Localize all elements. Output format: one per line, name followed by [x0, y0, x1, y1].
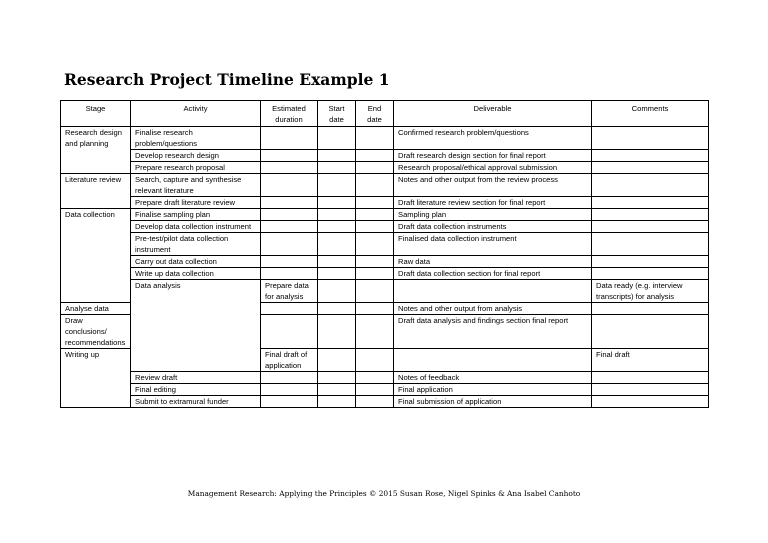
duration-cell: [318, 280, 356, 303]
table-row: [61, 209, 709, 221]
activity-cell: Draw conclusions/ recommendations: [61, 315, 131, 349]
stage-cell: Literature review: [61, 174, 131, 209]
deliverable-cell: Notes of feedback: [394, 372, 592, 384]
activity-cell: Develop research design: [131, 150, 261, 162]
start-date-cell: [318, 150, 356, 162]
duration-cell: [261, 384, 318, 396]
duration-cell: [261, 303, 318, 315]
table-row: [61, 127, 709, 150]
activity-cell: Carry out data collection: [131, 256, 261, 268]
end-date-cell: [356, 268, 394, 280]
duration-cell: [261, 197, 318, 209]
duration-cell: [261, 127, 318, 150]
end-date-cell: [356, 174, 394, 197]
activity-cell: Final editing: [131, 384, 261, 396]
deliverable-cell: Final submission of application: [394, 396, 592, 408]
header-activity: Activity: [131, 101, 261, 127]
header-estimated-duration: Estimated duration: [261, 101, 318, 127]
duration-cell: [261, 372, 318, 384]
end-date-cell: [356, 127, 394, 150]
activity-cell: Finalise sampling plan: [131, 209, 261, 221]
start-date-cell: [318, 315, 356, 349]
table-row: [61, 197, 709, 209]
activity-cell: Prepare data for analysis: [261, 280, 318, 303]
deliverable-cell: Notes and other output from analysis: [394, 303, 592, 315]
deliverable-cell: Data ready (e.g. interview transcripts) for analysis: [592, 280, 709, 303]
document-title: Research Project Timeline Example 1: [64, 70, 390, 89]
end-date-cell: [356, 315, 394, 349]
comments-cell: [592, 384, 709, 396]
start-date-cell: [318, 372, 356, 384]
end-date-cell: [394, 280, 592, 303]
activity-cell: Final draft of application: [261, 349, 318, 372]
header-stage: Stage: [61, 101, 131, 127]
comments-cell: [592, 256, 709, 268]
activity-cell: Analyse data: [61, 303, 131, 315]
table-row: [61, 396, 709, 408]
deliverable-cell: Raw data: [394, 256, 592, 268]
duration-cell: [261, 268, 318, 280]
end-date-cell: [356, 221, 394, 233]
end-date-cell: [356, 396, 394, 408]
table-row: [61, 280, 709, 303]
duration-cell: [261, 209, 318, 221]
start-date-cell: [318, 303, 356, 315]
deliverable-cell: Draft data analysis and findings section final report: [394, 315, 592, 349]
table-row: [61, 233, 709, 256]
table-row: [61, 150, 709, 162]
end-date-cell: [356, 150, 394, 162]
end-date-cell: [356, 162, 394, 174]
start-date-cell: [318, 174, 356, 197]
end-date-cell: [394, 349, 592, 372]
start-date-cell: [318, 384, 356, 396]
activity-cell: Review draft: [131, 372, 261, 384]
duration-cell: [261, 221, 318, 233]
activity-cell: Write up data collection: [131, 268, 261, 280]
start-date-cell: [356, 280, 394, 303]
stage-cell: Data analysis: [131, 280, 261, 372]
duration-cell: [261, 233, 318, 256]
duration-cell: [261, 256, 318, 268]
deliverable-cell: Confirmed research problem/questions: [394, 127, 592, 150]
deliverable-cell: Finalised data collection instrument: [394, 233, 592, 256]
header-start-date: Start date: [318, 101, 356, 127]
duration-cell: [261, 150, 318, 162]
timeline-table: [60, 100, 709, 408]
stage-cell: Research design and planning: [61, 127, 131, 174]
start-date-cell: [356, 349, 394, 372]
comments-cell: [592, 162, 709, 174]
deliverable-cell: Draft data collection section for final report: [394, 268, 592, 280]
table-row: [61, 174, 709, 197]
start-date-cell: [318, 197, 356, 209]
start-date-cell: [318, 209, 356, 221]
duration-cell: [261, 315, 318, 349]
comments-cell: [592, 233, 709, 256]
comments-cell: [592, 396, 709, 408]
header-deliverable: Deliverable: [394, 101, 592, 127]
activity-cell: Prepare draft literature review: [131, 197, 261, 209]
start-date-cell: [318, 256, 356, 268]
table-row: [61, 372, 709, 384]
start-date-cell: [318, 233, 356, 256]
comments-cell: [592, 372, 709, 384]
table-row: [61, 268, 709, 280]
duration-cell: [318, 349, 356, 372]
activity-cell: Finalise research problem/questions: [131, 127, 261, 150]
footer-copyright: Management Research: Applying the Principles © 2015 Susan Rose, Nigel Spinks & Ana Isabel Canhoto: [187, 489, 581, 498]
header-end-date: End date: [356, 101, 394, 127]
start-date-cell: [318, 396, 356, 408]
end-date-cell: [356, 256, 394, 268]
timeline-body: [61, 127, 709, 408]
deliverable-cell: Sampling plan: [394, 209, 592, 221]
duration-cell: [261, 174, 318, 197]
start-date-cell: [318, 221, 356, 233]
start-date-cell: [318, 162, 356, 174]
start-date-cell: [318, 268, 356, 280]
comments-cell: [592, 150, 709, 162]
deliverable-cell: Draft research design section for final report: [394, 150, 592, 162]
end-date-cell: [356, 209, 394, 221]
deliverable-cell: Final application: [394, 384, 592, 396]
deliverable-cell: Draft literature review section for final report: [394, 197, 592, 209]
deliverable-cell: Draft data collection instruments: [394, 221, 592, 233]
end-date-cell: [356, 233, 394, 256]
comments-cell: [592, 303, 709, 315]
end-date-cell: [356, 384, 394, 396]
comments-cell: [592, 197, 709, 209]
activity-cell: Prepare research proposal: [131, 162, 261, 174]
comments-cell: [592, 209, 709, 221]
activity-cell: Develop data collection instrument: [131, 221, 261, 233]
header-comments: Comments: [592, 101, 709, 127]
start-date-cell: [318, 127, 356, 150]
deliverable-cell: Notes and other output from the review process: [394, 174, 592, 197]
comments-cell: [592, 174, 709, 197]
duration-cell: [261, 396, 318, 408]
duration-cell: [261, 162, 318, 174]
end-date-cell: [356, 197, 394, 209]
table-row: [61, 162, 709, 174]
activity-cell: Search, capture and synthesise relevant literature: [131, 174, 261, 197]
activity-cell: Pre-test/pilot data collection instrument: [131, 233, 261, 256]
stage-cell: Data collection: [61, 209, 131, 303]
comments-cell: [592, 127, 709, 150]
table-row: [61, 221, 709, 233]
table-row: [61, 256, 709, 268]
table-row: [61, 384, 709, 396]
comments-cell: [592, 268, 709, 280]
header-row: [61, 101, 709, 127]
end-date-cell: [356, 303, 394, 315]
end-date-cell: [356, 372, 394, 384]
stage-cell: Writing up: [61, 349, 131, 408]
deliverable-cell: Final draft: [592, 349, 709, 372]
activity-cell: Submit to extramural funder: [131, 396, 261, 408]
comments-cell: [592, 315, 709, 349]
comments-cell: [592, 221, 709, 233]
deliverable-cell: Research proposal/ethical approval submission: [394, 162, 592, 174]
